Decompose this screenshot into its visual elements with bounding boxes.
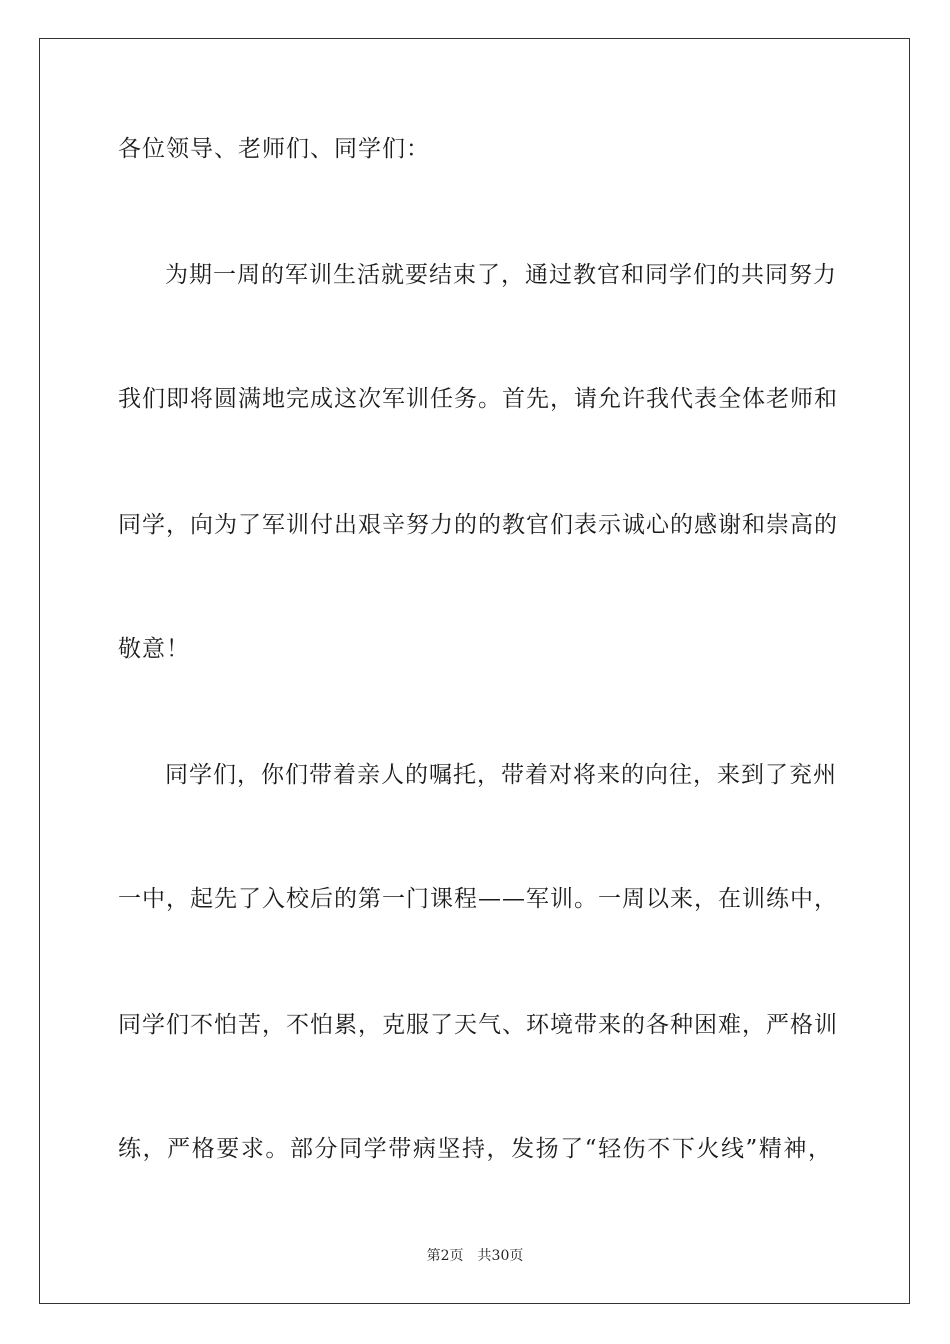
paragraph-1-line-1: 为期一周的军训生活就要结束了，通过教官和同学们的共同努力 — [165, 262, 837, 288]
paragraph-2-line-1: 同学们，你们带着亲人的嘱托，带着对将来的向往，来到了兖州 — [165, 762, 837, 788]
paragraph-2-line-3: 同学们不怕苦，不怕累，克服了天气、环境带来的各种困难，严格训 — [118, 1012, 838, 1038]
page-number-footer: 第2页 共30页 — [426, 1248, 524, 1264]
paragraph-2-line-2: 一中，起先了入校后的第一门课程——军训。一周以来，在训练中， — [118, 886, 838, 912]
paragraph-1-line-3: 同学，向为了军训付出艰辛努力的的教官们表示诚心的感谢和崇高的 — [118, 512, 838, 538]
paragraph-1-line-2: 我们即将圆满地完成这次军训任务。首先，请允许我代表全体老师和 — [118, 386, 838, 412]
page-frame — [39, 38, 910, 1304]
salutation-line: 各位领导、老师们、同学们： — [118, 136, 430, 162]
paragraph-2-line-4: 练，严格要求。部分同学带病坚持，发扬了“轻伤不下火线”精神， — [118, 1136, 832, 1162]
paragraph-1-line-4: 敬意！ — [118, 636, 190, 662]
